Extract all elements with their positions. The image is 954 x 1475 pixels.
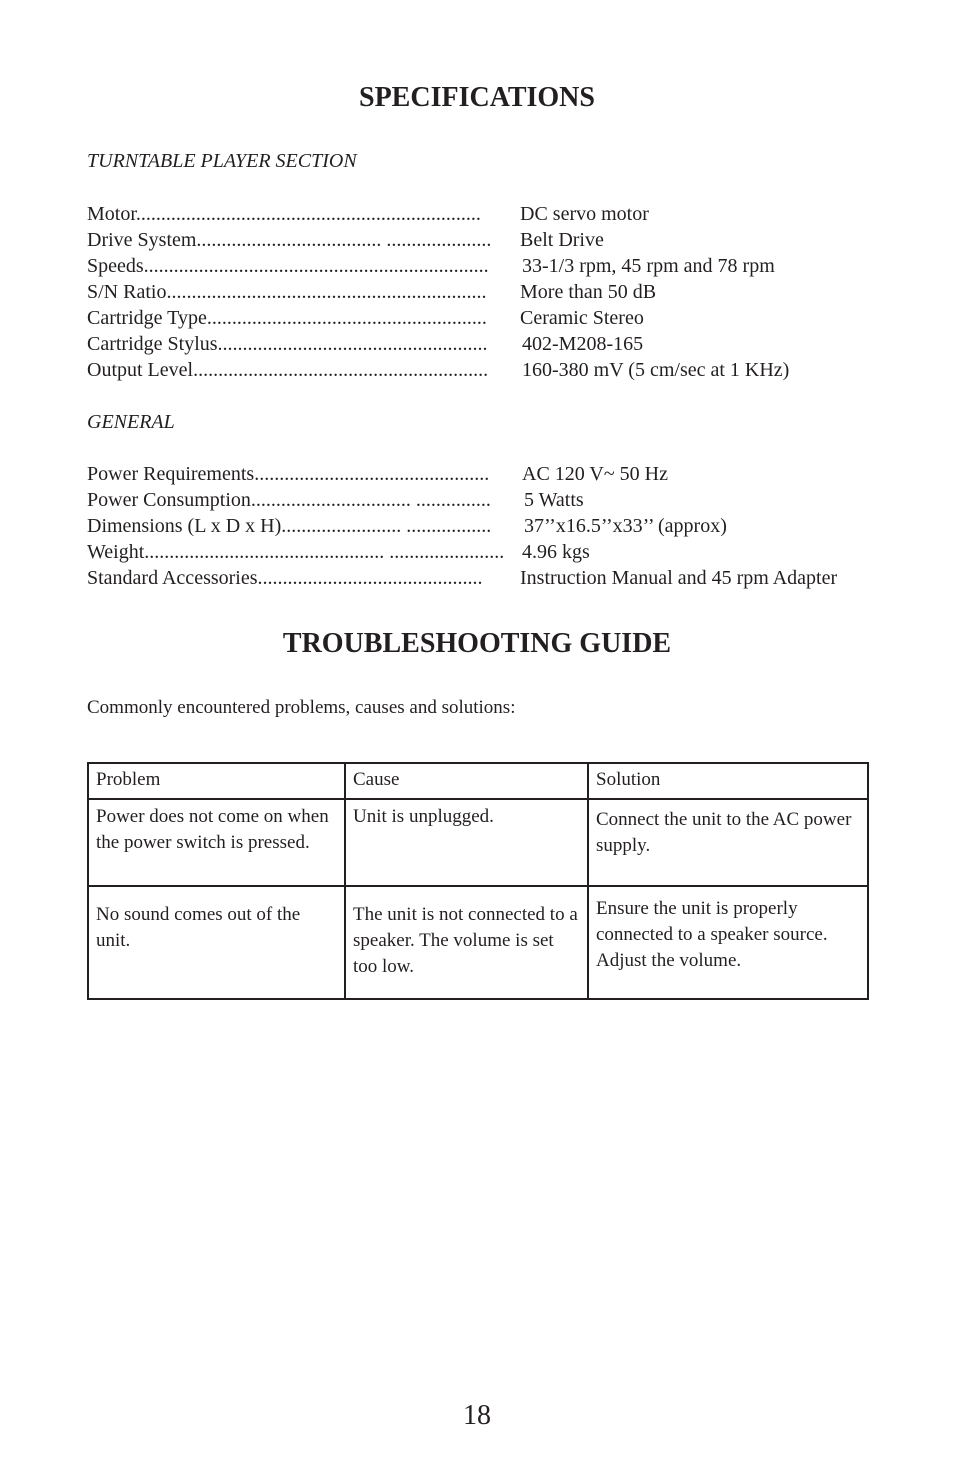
spec-label: Output Level........................................................... — [87, 359, 489, 381]
spec-value: AC 120 V~ 50 Hz — [522, 463, 669, 485]
troubleshooting-title: TROUBLESHOOTING GUIDE — [282, 628, 672, 659]
spec-label: Power Requirements............................................... — [87, 463, 490, 485]
cause-cell: Unit is unplugged. — [345, 799, 588, 886]
spec-label: Cartridge Type........................................................ — [87, 307, 487, 329]
solution-cell: Ensure the unit is properly connected to a speaker source. Adjust the volume. — [588, 886, 868, 999]
spec-label: S/N Ratio................................................................ — [87, 281, 487, 303]
spec-value: Ceramic Stereo — [520, 307, 644, 329]
problem-cell: No sound comes out of the unit. — [88, 886, 345, 999]
spec-label: Dimensions (L x D x H)........................ ................. — [87, 515, 492, 537]
page-number: 18 — [463, 1400, 491, 1431]
spec-value: 160-380 mV (5 cm/sec at 1 KHz) — [522, 359, 790, 381]
troubleshooting-intro: Commonly encountered problems, causes and solutions: — [87, 697, 516, 718]
spec-row-output-level — [87, 357, 887, 435]
table-header-row — [88, 763, 868, 799]
header-solution: Solution — [588, 763, 868, 799]
spec-value: 33-1/3 rpm, 45 rpm and 78 rpm — [522, 255, 775, 277]
spec-value: Belt Drive — [520, 229, 604, 251]
table-row — [88, 886, 868, 999]
spec-label: Cartridge Stylus...................................................... — [87, 333, 488, 355]
spec-value: 4.96 kgs — [522, 541, 590, 563]
spec-value: 37’’x16.5’’x33’’ (approx) — [524, 515, 727, 537]
spec-label: Weight................................................ ....................... — [87, 541, 505, 563]
spec-value: DC servo motor — [520, 203, 649, 225]
spec-value: 402-M208-165 — [522, 333, 644, 355]
table-row — [88, 799, 868, 886]
spec-value: Instruction Manual and 45 rpm Adapter — [520, 567, 838, 589]
troubleshooting-table — [87, 762, 869, 1000]
specifications-title: SPECIFICATIONS — [359, 82, 595, 113]
spec-label: Motor..................................................................... — [87, 203, 481, 225]
turntable-section-label: TURNTABLE PLAYER SECTION — [87, 150, 357, 172]
spec-value: 5 Watts — [524, 489, 584, 511]
problem-cell: Power does not come on when the power switch is pressed. — [88, 799, 345, 886]
spec-label: Drive System..................................... ..................... — [87, 229, 492, 251]
solution-cell: Connect the unit to the AC power supply. — [588, 799, 868, 886]
cause-cell: The unit is not connected to a speaker. The volume is set too low. — [345, 886, 588, 999]
header-cause: Cause — [345, 763, 588, 799]
spec-label: Speeds..................................................................... — [87, 255, 489, 277]
general-section-label: GENERAL — [87, 411, 175, 433]
spec-label: Power Consumption................................ ............... — [87, 489, 491, 511]
spec-value: More than 50 dB — [520, 281, 657, 303]
header-problem: Problem — [88, 763, 345, 799]
spec-label: Standard Accessories............................................. — [87, 567, 483, 589]
